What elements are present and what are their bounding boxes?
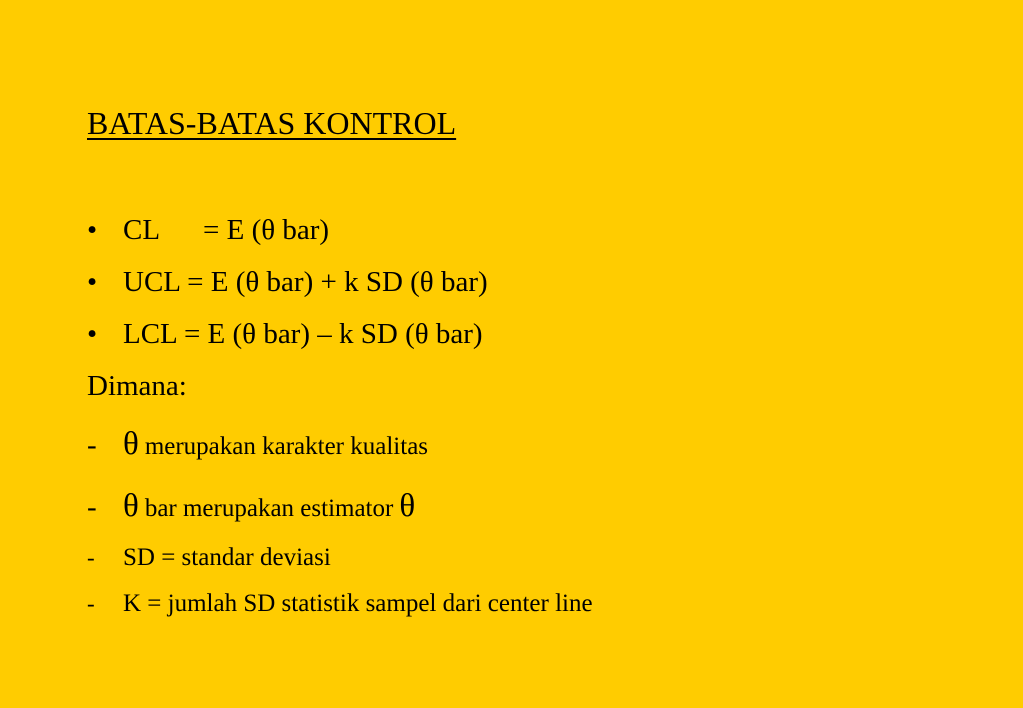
dash-marker: -: [87, 491, 97, 523]
definition-theta-bar: [87, 488, 415, 525]
definition-theta: [87, 426, 428, 463]
definition-text: bar merupakan estimator: [144, 495, 394, 522]
bullet-lcl: [87, 318, 483, 351]
dash-marker: -: [87, 545, 95, 570]
cl-label: CL: [123, 214, 161, 246]
definition-text: SD = standar deviasi: [123, 544, 331, 571]
slide-title: BATAS-BATAS KONTROL: [87, 105, 457, 141]
bullet-marker: •: [87, 266, 98, 298]
definition-sd: [87, 544, 331, 572]
ucl-formula: UCL = E (θ bar) + k SD (θ bar): [123, 266, 488, 298]
dash-marker: -: [87, 429, 97, 461]
bullet-ucl: [87, 266, 488, 299]
dash-marker: -: [87, 591, 95, 616]
theta-symbol: θ: [123, 488, 139, 524]
where-label: Dimana:: [87, 370, 187, 402]
definition-text: merupakan karakter kualitas: [144, 433, 429, 460]
definition-text: K = jumlah SD statistik sampel dari center line: [123, 590, 593, 617]
bullet-cl: [87, 214, 329, 247]
bullet-marker: •: [87, 214, 98, 246]
theta-symbol-end: θ: [399, 488, 416, 524]
theta-symbol: θ: [123, 426, 139, 462]
lcl-formula: LCL = E (θ bar) – k SD (θ bar): [123, 318, 483, 350]
definition-k: [87, 590, 593, 618]
bullet-marker: •: [87, 318, 98, 350]
cl-formula: = E (θ bar): [203, 214, 330, 246]
